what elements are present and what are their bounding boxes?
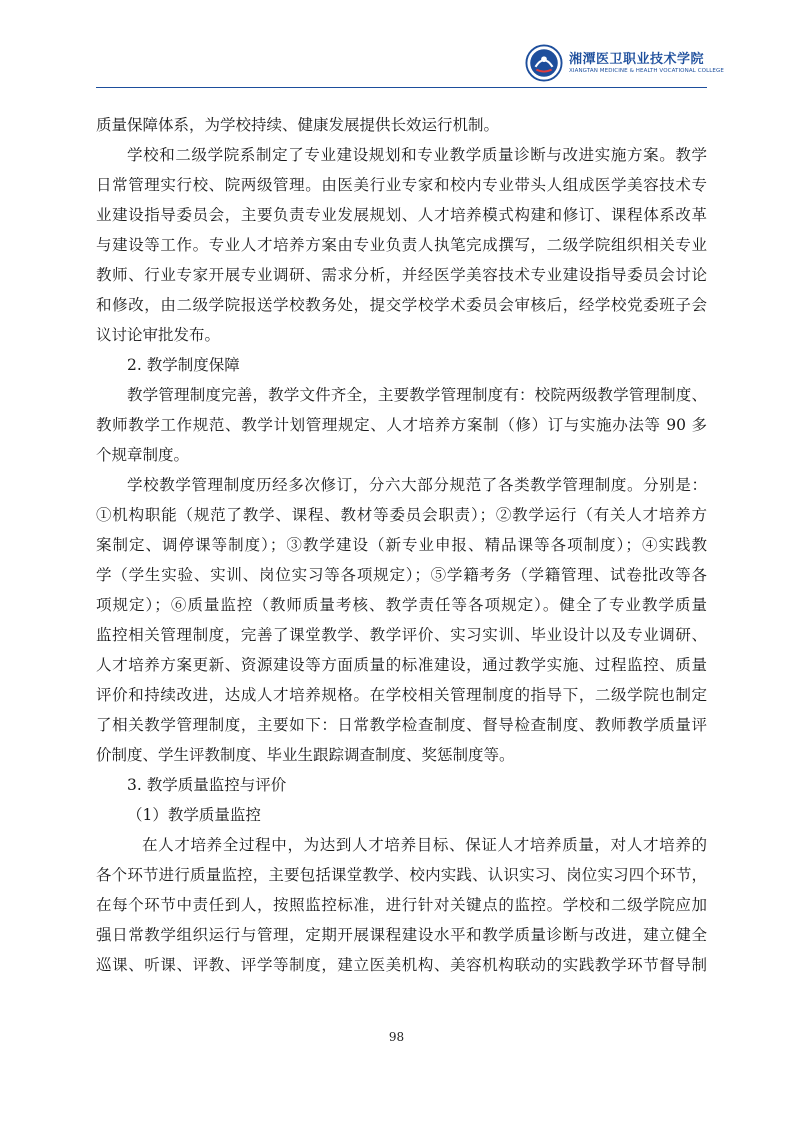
paragraph-line: 教师教学工作规范、教学计划管理规定、人才培养方案制（修）订与实施办法等 90 多 (96, 416, 707, 434)
paragraph-line: 议讨论审批发布。 (96, 326, 221, 344)
paragraph-line: 业建设指导委员会，主要负责专业发展规划、人才培养模式构建和修订、课程体系改革 (96, 206, 707, 224)
paragraph-line: 在人才培养全过程中，为达到人才培养目标、保证人才培养质量，对人才培养的 (142, 836, 707, 854)
school-logo-icon (525, 44, 563, 82)
paragraph-line: 监控相关管理制度，完善了课堂教学、教学评价、实习实训、毕业设计以及专业调研、 (96, 626, 707, 644)
paragraph-line: 教学管理制度完善，教学文件齐全，主要教学管理制度有：校院两级教学管理制度、 (127, 386, 707, 404)
paragraph-line: 在每个环节中责任到人，按照监控标准，进行针对关键点的监控。学校和二级学院应加 (96, 896, 707, 914)
page-number: 98 (388, 1030, 405, 1044)
paragraph-line: 质量保障体系，为学校持续、健康发展提供长效运行机制。 (96, 116, 500, 134)
header-divider (96, 87, 707, 88)
paragraph-line: 强日常教学组织运行与管理，定期开展课程建设水平和教学质量诊断与改进，建立健全 (96, 926, 707, 944)
paragraph-line: ①机构职能（规范了教学、课程、教材等委员会职责）；②教学运行（有关人才培养方 (96, 506, 707, 524)
paragraph-line: 项规定）；⑥质量监控（教师质量考核、教学责任等各项规定）。健全了专业教学质量 (96, 596, 707, 614)
paragraph-line: 价制度、学生评教制度、毕业生跟踪调查制度、奖惩制度等。 (96, 746, 515, 764)
school-name-cn: 湘潭医卫职业技术学院 (569, 52, 705, 67)
section-heading: 2. 教学制度保障 (127, 356, 240, 374)
paragraph-line: 了相关教学管理制度，主要如下：日常教学检查制度、督导检查制度、教师教学质量评 (96, 716, 707, 734)
section-heading: 3. 教学质量监控与评价 (127, 776, 287, 794)
page-header (525, 44, 724, 84)
paragraph-line: 各个环节进行质量监控，主要包括课堂教学、校内实践、认识实习、岗位实习四个环节， (96, 866, 707, 884)
paragraph-line: 学校和二级学院系制定了专业建设规划和专业教学质量诊断与改进实施方案。教学 (127, 146, 707, 164)
subsection-heading: （1）教学质量监控 (127, 806, 261, 824)
paragraph-line: 人才培养方案更新、资源建设等方面质量的标准建设，通过教学实施、过程监控、质量 (96, 656, 707, 674)
paragraph-line: 评价和持续改进，达成人才培养规格。在学校相关管理制度的指导下，二级学院也制定 (96, 686, 707, 704)
paragraph-line: 个规章制度。 (96, 446, 190, 464)
paragraph-line: 与建设等工作。专业人才培养方案由专业负责人执笔完成撰写，二级学院组织相关专业 (96, 236, 707, 254)
paragraph-line: 和修改，由二级学院报送学校教务处，提交学校学术委员会审核后，经学校党委班子会 (96, 296, 707, 314)
paragraph-line: 教师、行业专家开展专业调研、需求分析，并经医学美容技术专业建设指导委员会讨论 (96, 266, 707, 284)
paragraph-line: 案制定、调停课等制度）；③教学建设（新专业申报、精品课等各项制度）；④实践教 (96, 536, 707, 554)
paragraph-line: 巡课、听课、评教、评学等制度，建立医美机构、美容机构联动的实践教学环节督导制 (96, 956, 707, 974)
body-text (96, 110, 707, 980)
paragraph-line: 日常管理实行校、院两级管理。由医美行业专家和校内专业带头人组成医学美容技术专 (96, 176, 707, 194)
school-name-en: XIANGTAN MEDICINE & HEALTH VOCATIONAL COLLEGE (569, 68, 724, 74)
paragraph-line: 学（学生实验、实训、岗位实习等各项规定）；⑤学籍考务（学籍管理、试卷批改等各 (96, 566, 707, 584)
paragraph-line: 学校教学管理制度历经多次修订，分六大部分规范了各类教学管理制度。分别是： (127, 476, 707, 494)
